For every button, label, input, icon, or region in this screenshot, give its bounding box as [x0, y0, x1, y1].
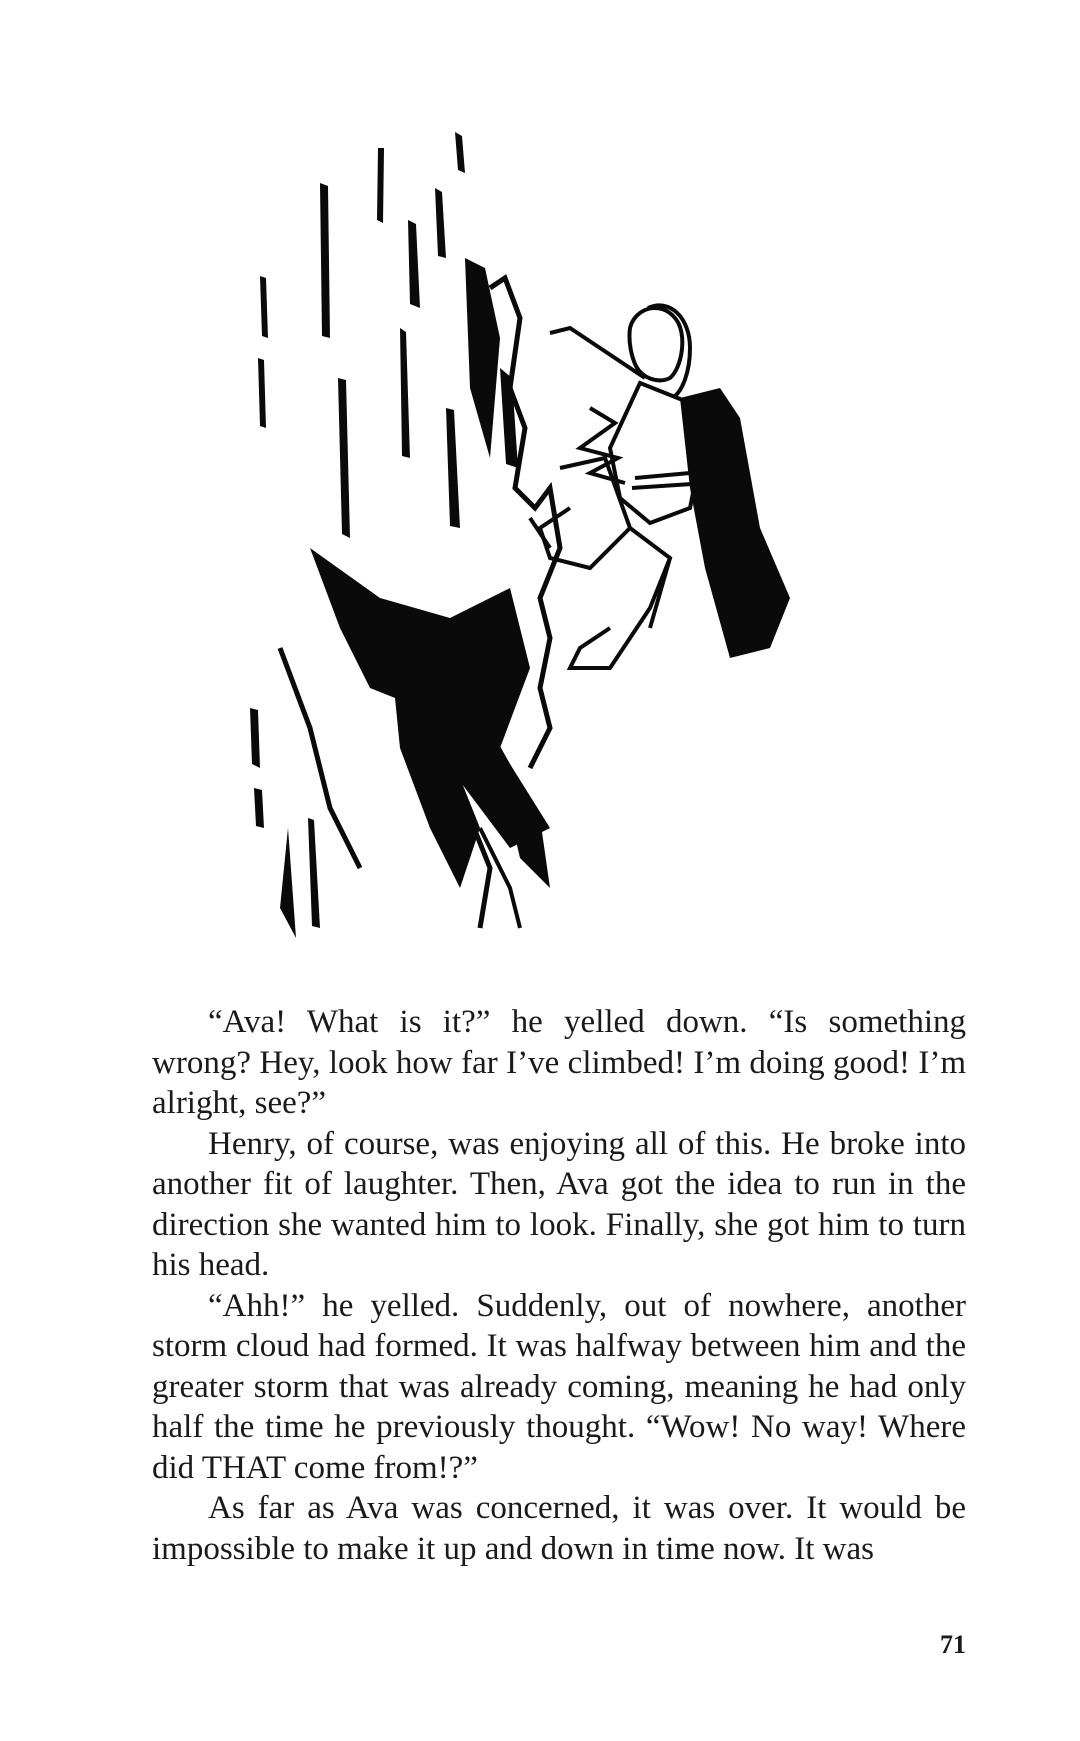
- paragraph: As far as Ava was concerned, it was over. It would be impossible to make it up and down in time now. It was: [152, 1490, 966, 1567]
- body-text: [152, 1002, 966, 1569]
- page-number: 71: [940, 1630, 966, 1659]
- climber-on-cliff-icon: [250, 128, 890, 948]
- climber-on-cliff-illustration: [250, 128, 890, 948]
- paragraph: “Ava! What is it?” he yelled down. “Is something wrong? Hey, look how far I’ve climbed! I’m doing good! I’m alright, see?”: [152, 1004, 966, 1121]
- paragraph: Henry, of course, was enjoying all of this. He broke into another fit of laughter. Then, Ava got the idea to run in the direction she wanted him to look. Finally, she got him to turn his head.: [152, 1125, 966, 1283]
- paragraph: “Ahh!” he yelled. Suddenly, out of nowhere, another storm cloud had formed. It was halfway between him and the greater storm that was already coming, meaning he had only half the time he previously thought. “Wow! No way! Where did THAT come from!?”: [152, 1287, 966, 1486]
